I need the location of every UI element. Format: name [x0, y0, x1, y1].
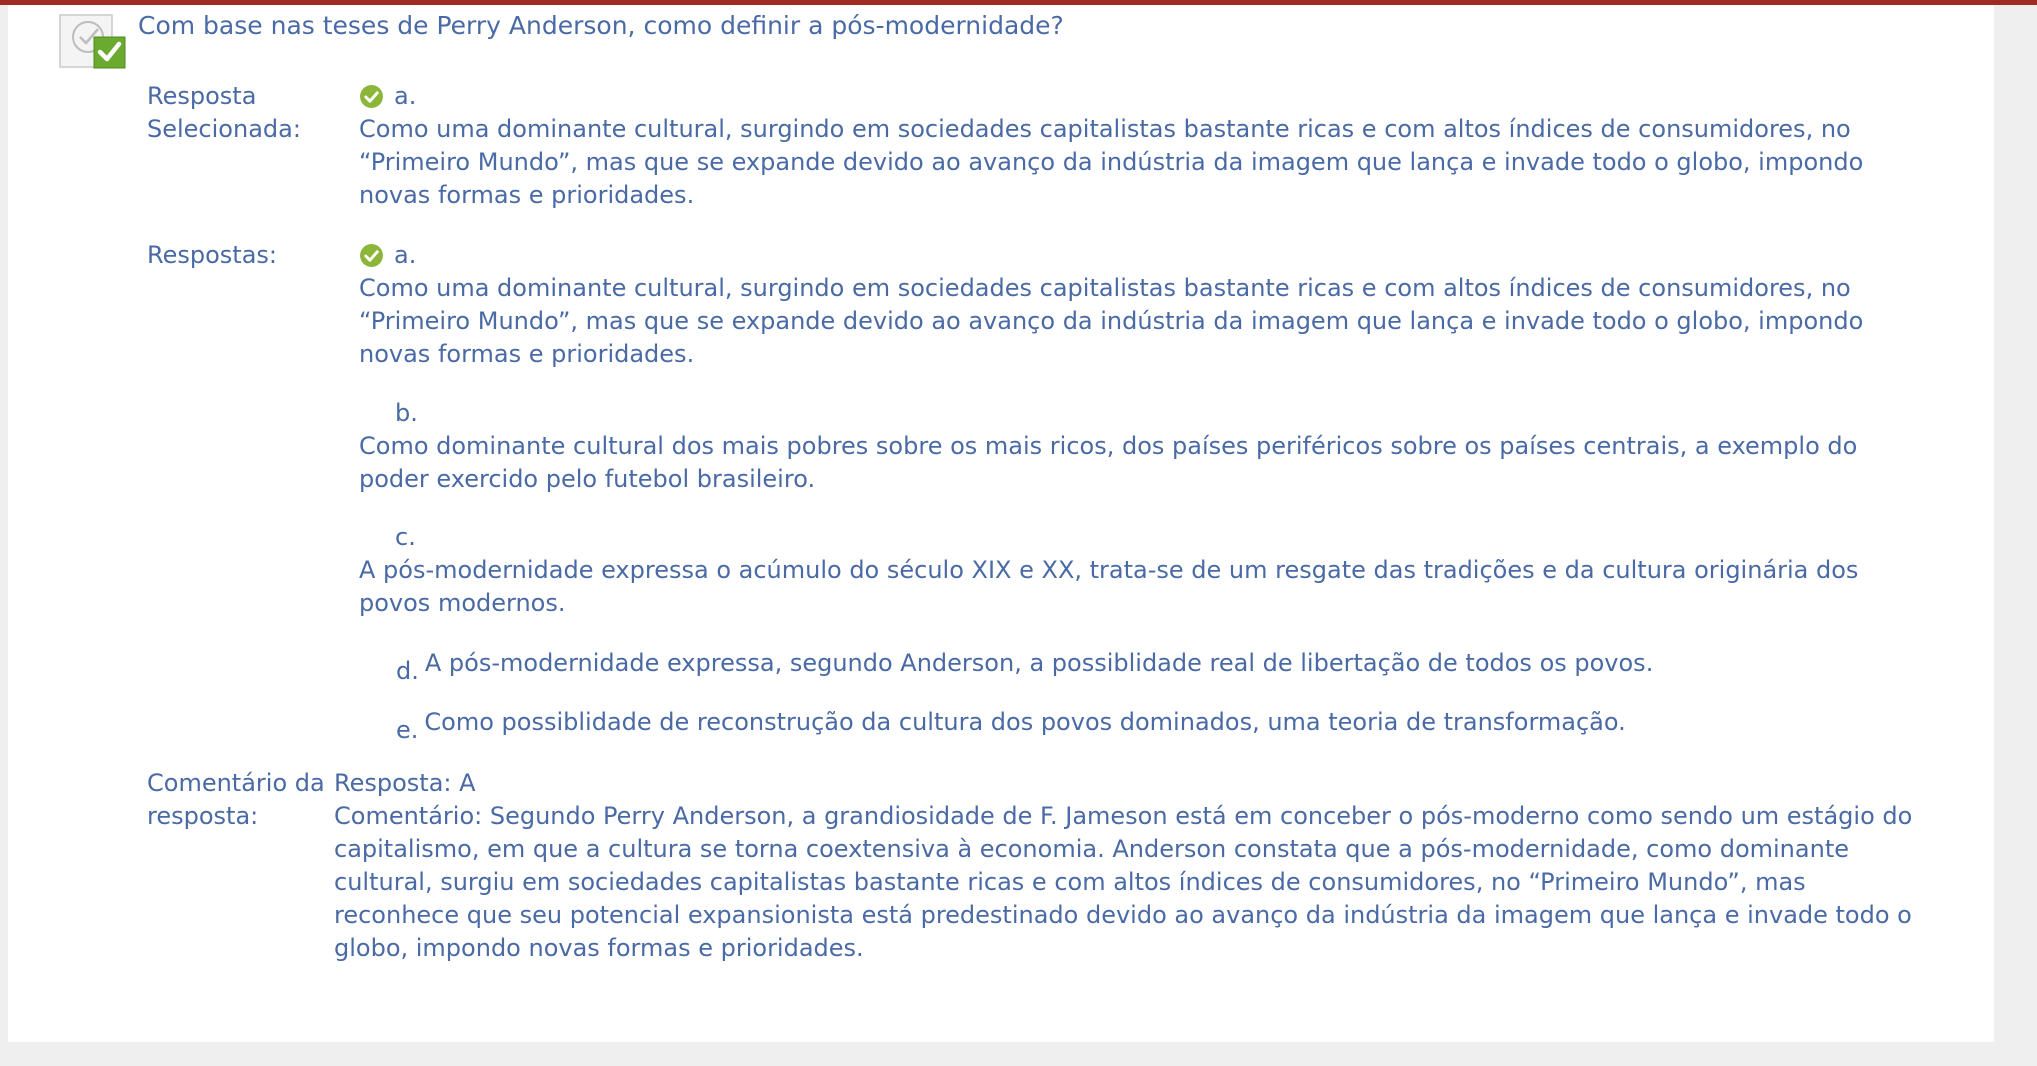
answers-label: Respostas:: [147, 241, 277, 269]
feedback-comment: [334, 767, 1934, 965]
answer-text: Como uma dominante cultural, surgindo em sociedades capitalistas bastante ricas e com altos índices de consumidores, no “Primeiro Mundo”, mas que se expande devido ao avanço da indústria da imagem que lança e invade todo o globo, impondo novas formas e prioridades.: [359, 274, 1864, 368]
selected-answer-label-line1: Resposta: [147, 82, 257, 110]
question-text: Com base nas teses de Perry Anderson, como definir a pós-modernidade?: [138, 11, 1064, 40]
selected-answer-letter: a.: [394, 82, 417, 110]
answer-text: A pós-modernidade expressa, segundo Anderson, a possiblidade real de libertação de todos os povos.: [424, 649, 1654, 677]
answer-letter: b.: [395, 399, 418, 427]
feedback-label-line2: resposta:: [147, 802, 259, 830]
feedback-label-line1: Comentário da: [147, 769, 325, 797]
selected-answer-text: Como uma dominante cultural, surgindo em sociedades capitalistas bastante ricas e com altos índices de consumidores, no “Primeiro Mundo”, mas que se expande devido ao avanço da indústria da imagem que lança e invade todo o globo, impondo novas formas e prioridades.: [359, 115, 1864, 209]
answer-letter: a.: [394, 241, 417, 269]
feedback-label: [147, 767, 325, 833]
answer-letter: c.: [395, 523, 416, 551]
answer-text: Como dominante cultural dos mais pobres sobre os mais ricos, dos países periféricos sobre os países centrais, a exemplo do poder exercido pelo futebol brasileiro.: [359, 432, 1858, 493]
answer-option-e: [396, 708, 1626, 744]
answer-text: Como possiblidade de reconstrução da cultura dos povos dominados, uma teoria de transformação.: [424, 708, 1626, 736]
selected-answer: [359, 80, 1899, 212]
correct-answer-check-icon: [359, 243, 384, 268]
answer-text: A pós-modernidade expressa o acúmulo do século XIX e XX, trata-se de um resgate das tradições e da cultura originária dos povos modernos.: [359, 556, 1859, 617]
selected-answer-label: [147, 80, 301, 146]
question-panel: [8, 5, 1994, 1042]
selected-answer-label-line2: Selecionada:: [147, 115, 301, 143]
answer-letter: e.: [396, 716, 419, 744]
answer-option-d: [396, 649, 1653, 685]
answer-option-c: [359, 521, 1899, 620]
feedback-answer-line: Resposta: A: [334, 769, 476, 797]
answer-option-a: [359, 239, 1899, 371]
correct-answer-check-icon: [359, 84, 384, 109]
feedback-comment-text: Comentário: Segundo Perry Anderson, a grandiosidade de F. Jameson está em conceber o pós-moderno como sendo um estágio do capitalismo, em que a cultura se torna coextensiva à economia. Anderson constata que a pós-modernidade, como dominante cultural, surgiu em sociedades capitalistas bastante ricas e com altos índices de consumidores, no “Primeiro Mundo”, mas reconhece que seu potencial expansionista está predestinado devido ao avanço da indústria da imagem que lança e invade todo o globo, impondo novas formas e prioridades.: [334, 802, 1913, 962]
correct-check-icon: [58, 7, 130, 71]
answer-letter: d.: [396, 657, 419, 685]
answer-option-b: [359, 397, 1899, 496]
